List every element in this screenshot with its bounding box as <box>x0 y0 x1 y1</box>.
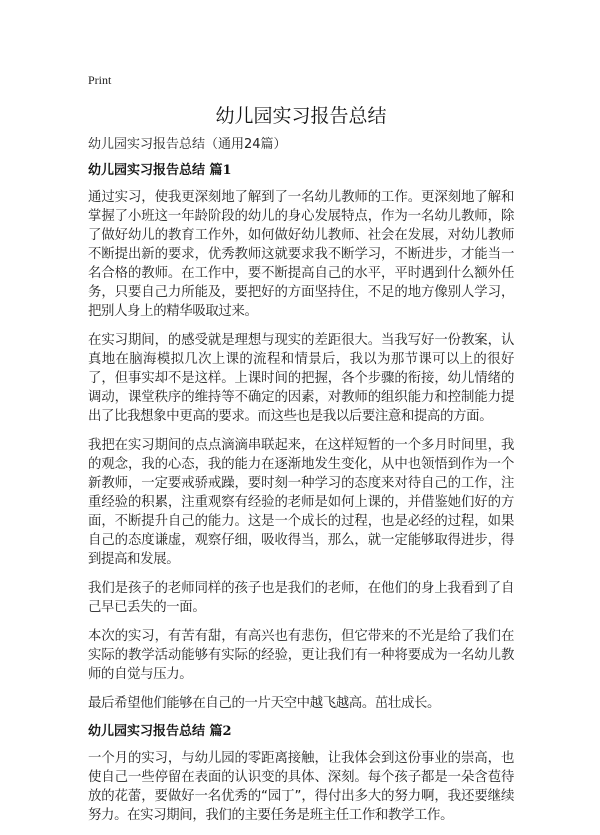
section-1 <box>88 162 514 713</box>
paragraph: 在实习期间，的感受就是理想与现实的差距很大。当我写好一份教案，认真地在脑海模拟几次上课的流程和情景后，我以为那节课可以上的很好了，但事实却不是这样。上课时间的把握，各个步骤的衔接，幼儿情绪的调动，课堂秩序的维持等不确定的因素，对教师的组织能力和控制能力提出了比我想象中更高的要求。而这些也是我以后要注意和提高的方面。 <box>88 333 514 424</box>
document-subtitle: 幼儿园实习报告总结（通用24篇） <box>88 137 287 152</box>
paragraph: 一个月的实习，与幼儿园的零距离接触，让我体会到这份事业的崇高，也使自己一些停留在表面的认识变的具体、深刻。每个孩子都是一朵含苞待放的花蕾，要做好一名优秀的“园丁”，得付出多大的努力啊，我还要继续努力。在实习期间，我们的主要任务是班主任工作和教学工作。 <box>88 751 514 823</box>
paragraph: 最后希望他们能够在自己的一片天空中越飞越高。茁壮成长。 <box>88 696 441 711</box>
paragraph: 我们是孩子的老师同样的孩子也是我们的老师，在他们的身上我看到了自己早已丢失的一面。 <box>88 581 514 615</box>
document-page <box>88 72 514 835</box>
section-2 <box>88 723 514 825</box>
print-label: Print <box>88 73 112 87</box>
paragraph: 通过实习，使我更深刻地了解到了一名幼儿教师的工作。更深刻地了解和掌握了小班这一年龄阶段的幼儿的身心发展特点，作为一名幼儿教师，除了做好幼儿的教育工作外，如何做好幼儿教师、社会在发展，对幼儿教师不断提出新的要求，优秀教师这就要求我不断学习，不断进步，才能当一名合格的教师。在工作中，要不断提高自己的水平，平时遇到什么额外任务，只要自己力所能及，要把好的方面坚持住，不足的地方像别人学习，把别人身上的精华吸取过来。 <box>88 190 514 319</box>
section-heading: 幼儿园实习报告总结 篇2 <box>88 724 232 739</box>
paragraph: 本次的实习，有苦有甜，有高兴也有悲伤，但它带来的不光是给了我们在实际的教学活动能够有实际的经验，更让我们有一种将要成为一名幼儿教师的自觉与压力。 <box>88 629 514 682</box>
section-heading: 幼儿园实习报告总结 篇1 <box>88 163 232 178</box>
paragraph: 我把在实习期间的点点滴滴串联起来，在这样短暂的一个多月时间里，我的观念，我的心态，我的能力在逐渐地发生变化，从中也领悟到作为一个新教师，一定要戒骄戒躁，要时刻一种学习的态度来对待自己的工作，注重经验的积累，注重观察有经验的老师是如何上课的，并借鉴她们好的方面，不断提升自己的能力。这是一个成长的过程，也是必经的过程，如果自己的态度谦虚，观察仔细，吸收得当，那么，就一定能够取得进步，得到提高和发展。 <box>88 438 514 567</box>
document-title: 幼儿园实习报告总结 <box>215 105 387 127</box>
